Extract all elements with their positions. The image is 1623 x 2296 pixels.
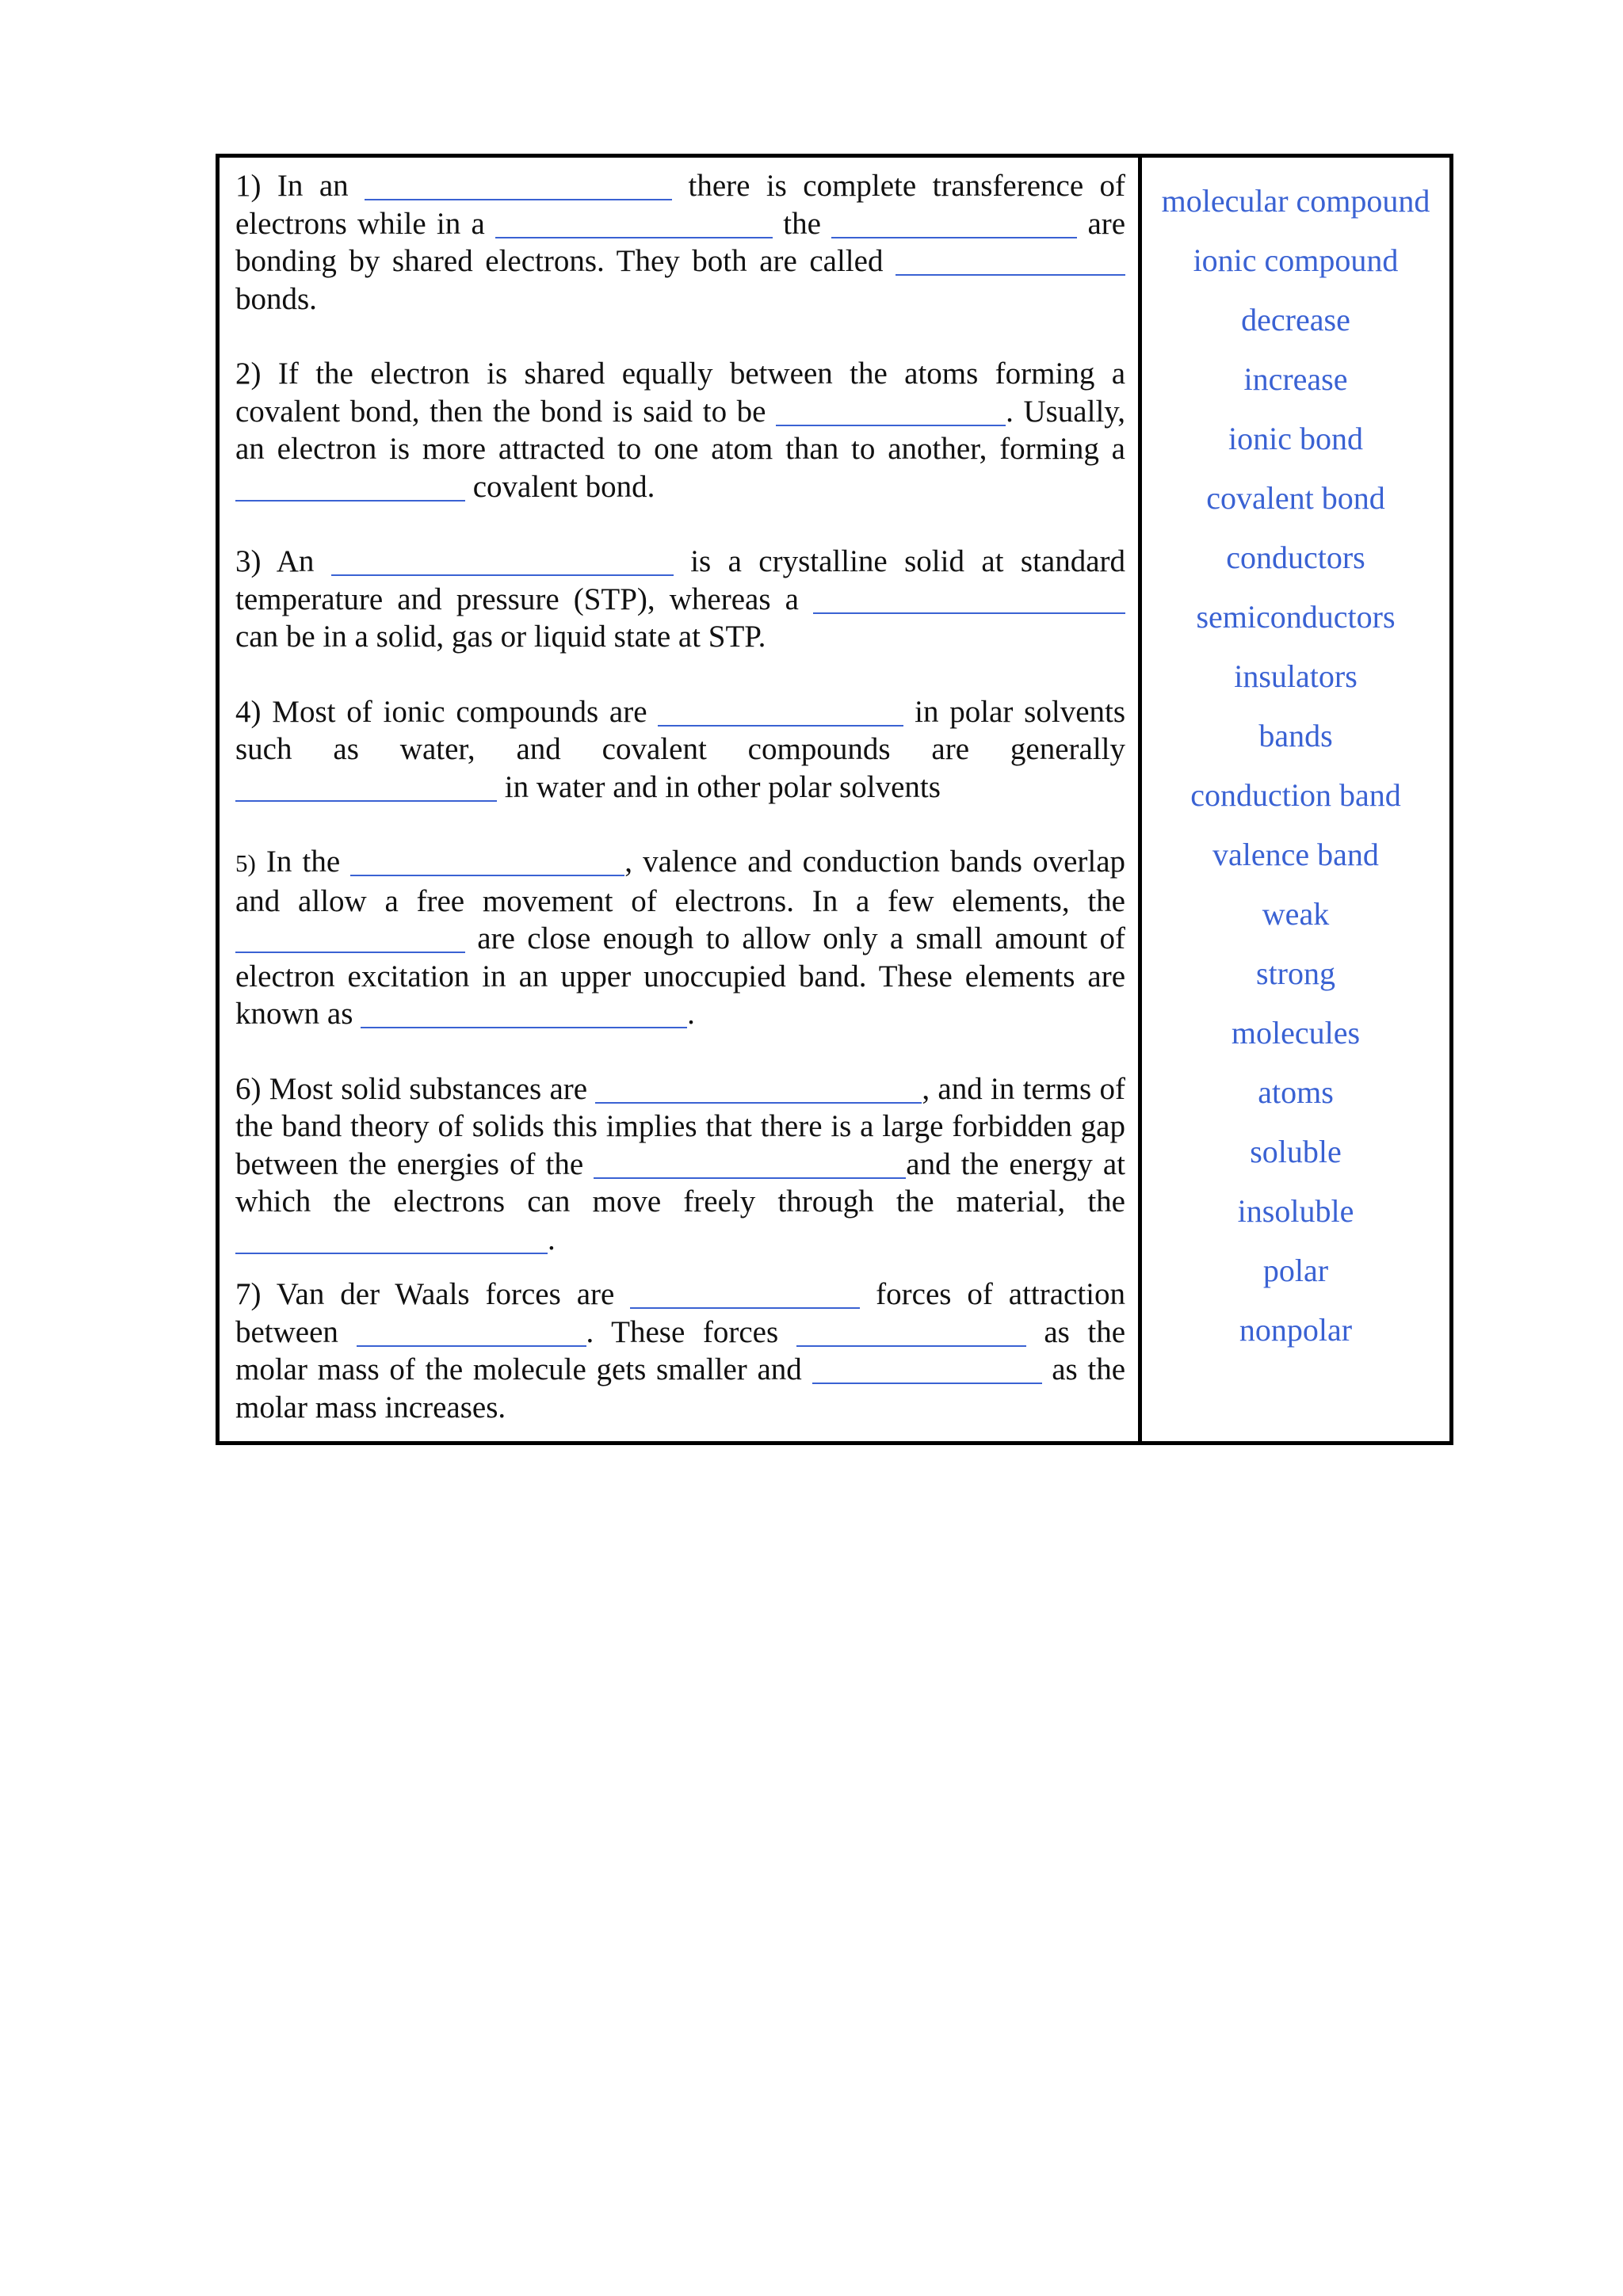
word-bank-item[interactable]: valence band: [1212, 837, 1379, 872]
answer-blank[interactable]: [361, 1027, 687, 1028]
question-6: 6) Most solid substances are , and in terms of the band theory of solids this implies that there is a large forbidden gap between the energies of the and the energy at which the electrons can move freely through the material, the .: [235, 1071, 1126, 1257]
answer-blank[interactable]: [776, 425, 1006, 426]
word-bank-item[interactable]: conductors: [1226, 540, 1365, 575]
question-2: 2) If the electron is shared equally between the atoms forming a covalent bond, then the bond is said to be . Usually, an electron is more attracted to one atom than to another, forming a covalent bond.: [235, 357, 1126, 504]
answer-blank[interactable]: [365, 199, 672, 200]
question-number: 2): [235, 357, 262, 391]
answer-blank[interactable]: [331, 574, 674, 576]
answer-blank[interactable]: [235, 500, 465, 502]
answer-blank[interactable]: [595, 1102, 922, 1104]
word-bank-item[interactable]: semiconductors: [1196, 599, 1396, 635]
answer-blank[interactable]: [831, 237, 1077, 238]
answer-blank[interactable]: [630, 1307, 860, 1309]
word-bank-item[interactable]: conduction band: [1190, 777, 1401, 813]
question-1: 1) In an there is complete transference of electrons while in a the are bonding by shared electrons. They both are called bonds.: [235, 169, 1126, 316]
question-number: 6): [235, 1071, 262, 1106]
answer-blank[interactable]: [813, 612, 1125, 614]
answer-blank[interactable]: [350, 875, 624, 876]
answer-blank[interactable]: [812, 1383, 1042, 1384]
question-number: 3): [235, 544, 262, 578]
word-bank-item[interactable]: weak: [1262, 896, 1330, 932]
word-bank-item[interactable]: insoluble: [1237, 1193, 1354, 1229]
word-bank-item[interactable]: ionic bond: [1228, 421, 1363, 456]
answer-blank[interactable]: [495, 237, 773, 238]
question-number: 1): [235, 169, 262, 203]
questions-column: [220, 158, 1142, 1441]
question-number: 7): [235, 1277, 262, 1311]
word-bank-item[interactable]: covalent bond: [1206, 480, 1385, 516]
word-bank-item[interactable]: molecules: [1231, 1015, 1361, 1051]
word-bank-item[interactable]: molecular compound: [1161, 183, 1430, 219]
word-bank-item[interactable]: soluble: [1250, 1134, 1342, 1169]
question-number: 4): [235, 694, 262, 729]
question-number: 5): [235, 849, 256, 877]
question-3: 3) An is a crystalline solid at standard temperature and pressure (STP), whereas a can be in a solid, gas or liquid state at STP.: [235, 544, 1126, 654]
word-bank-item[interactable]: decrease: [1241, 302, 1350, 338]
word-bank-item[interactable]: nonpolar: [1239, 1312, 1353, 1348]
answer-blank[interactable]: [235, 1253, 548, 1254]
word-bank-item[interactable]: bands: [1258, 718, 1333, 753]
answer-blank[interactable]: [235, 952, 465, 953]
answer-blank[interactable]: [594, 1177, 906, 1179]
answer-blank[interactable]: [896, 274, 1125, 276]
question-7: 7) Van der Waals forces are forces of attraction between . These forces as the molar mass of the molecule gets smaller and as the molar mass increases.: [235, 1277, 1126, 1425]
word-bank-item[interactable]: increase: [1243, 361, 1348, 397]
answer-blank[interactable]: [235, 800, 497, 802]
word-bank: [1142, 158, 1449, 1441]
word-bank-item[interactable]: insulators: [1234, 658, 1358, 694]
answer-blank[interactable]: [796, 1345, 1026, 1347]
word-bank-item[interactable]: ionic compound: [1193, 242, 1399, 278]
question-5: 5) In the , valence and conduction bands overlap and allow a free movement of electrons. In a few elements, the are close enough to allow only a small amount of electron excitation in an upper unoccupied band. These elements are known as .: [235, 845, 1126, 1031]
word-bank-item[interactable]: strong: [1256, 955, 1335, 991]
worksheet-table: [216, 154, 1453, 1445]
answer-blank[interactable]: [658, 725, 903, 727]
word-bank-item[interactable]: polar: [1262, 1253, 1329, 1288]
answer-blank[interactable]: [357, 1345, 586, 1347]
question-4: 4) Most of ionic compounds are in polar solvents such as water, and covalent compounds are generally in water and in other polar solvents: [235, 694, 1126, 804]
word-bank-item[interactable]: atoms: [1258, 1074, 1334, 1110]
